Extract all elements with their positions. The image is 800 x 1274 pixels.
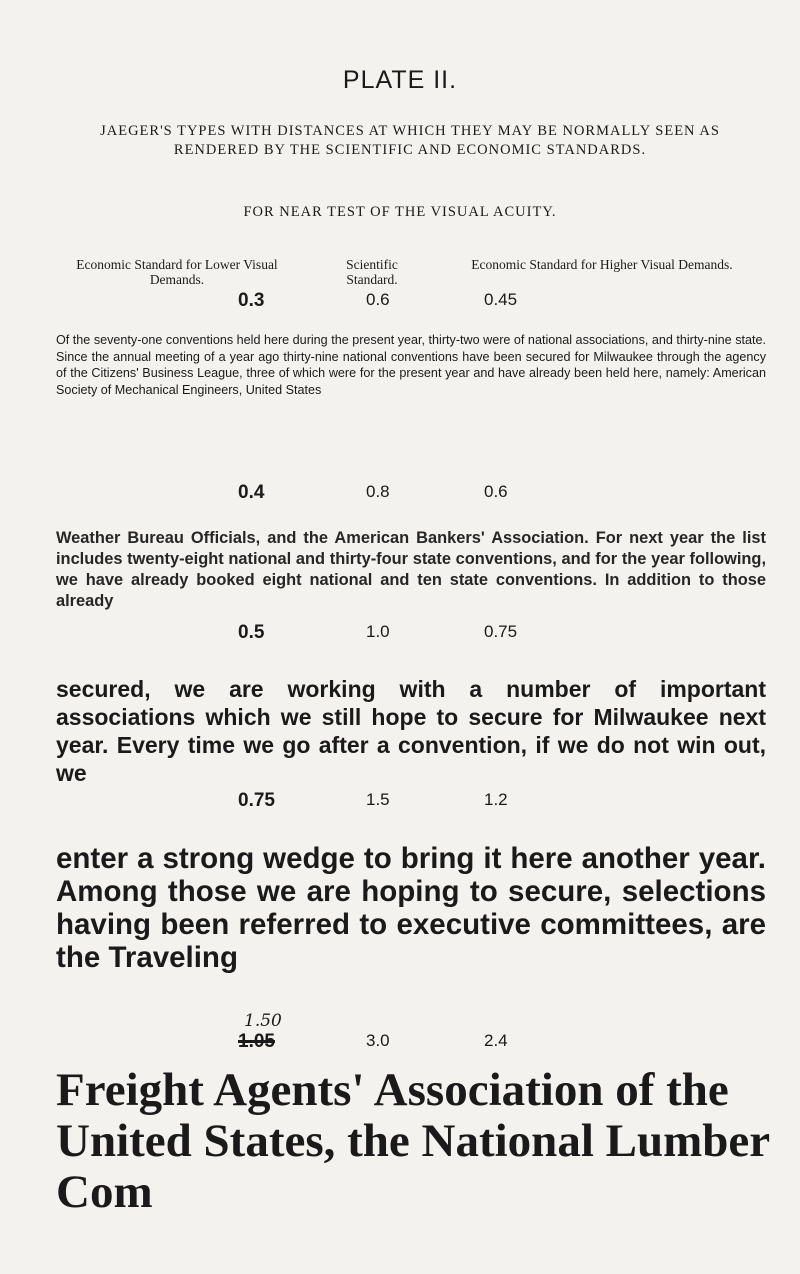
sample-paragraph-2: Weather Bureau Officials, and the American Bankers' Association. For next year the list includes twenty-eight national and thirty-four state conventions, and for the year following, we have already booked eight national and ten state conventions. In addition to those already (56, 529, 766, 610)
value-lower: 0.75 (238, 790, 275, 811)
value-row (0, 1031, 800, 1061)
value-scientific: 1.0 (366, 622, 390, 641)
value-scientific: 0.8 (366, 482, 390, 501)
value-scientific: 3.0 (366, 1031, 390, 1050)
value-lower: 0.3 (238, 290, 265, 311)
sample-paragraph-1: Of the seventy-one conventions held here during the present year, thirty-two were of national associations, and thirty-nine state. Since the annual meeting of a year ago thirty-nine national conventions have been secured for Milwaukee through the agency of the Citizens' Business League, three of which were for the present year and have already been held here, namely: American Society of Mechanical Engineers, United States (56, 333, 766, 397)
value-lower: 0.5 (238, 622, 265, 643)
value-lower: 0.4 (238, 482, 265, 503)
sample-paragraph-5: Freight Agents' Association of the United States, the National Lumber Com (56, 1064, 770, 1218)
value-higher: 0.6 (484, 482, 508, 501)
intro-caption: JAEGER'S TYPES WITH DISTANCES AT WHICH THEY MAY BE NORMALLY SEEN AS RENDERED BY THE SCIENTIFIC AND ECONOMIC STANDARDS. (100, 123, 720, 158)
value-scientific: 0.6 (366, 290, 390, 309)
value-higher: 0.45 (484, 290, 518, 309)
value-higher: 2.4 (484, 1031, 508, 1050)
value-lower: 1.05 (238, 1031, 275, 1052)
column-header-higher: Economic Standard for Higher Visual Demands. (471, 257, 733, 272)
sample-paragraph-4: enter a strong wedge to bring it here another year. Among those we are hoping to secure, selections having been referred to executive committees, are the Traveling (56, 842, 766, 974)
value-row (0, 622, 800, 652)
column-header-scientific: Scientific Standard. (346, 257, 398, 287)
value-scientific: 1.5 (366, 790, 390, 809)
handwritten-correction: 1.50 (244, 1011, 282, 1031)
plate-title: PLATE II. (342, 66, 458, 94)
value-row (0, 290, 800, 320)
value-row (0, 482, 800, 512)
column-header-lower: Economic Standard for Lower Visual Demands. (76, 257, 278, 287)
value-higher: 1.2 (484, 790, 508, 809)
sample-paragraph-3: secured, we are working with a number of important associations which we still hope to secure for Milwaukee next year. Every time we go after a convention, if we do not win out, we (56, 676, 766, 786)
value-row (0, 790, 800, 820)
subheading: FOR NEAR TEST OF THE VISUAL ACUITY. (243, 204, 557, 220)
value-higher: 0.75 (484, 622, 518, 641)
